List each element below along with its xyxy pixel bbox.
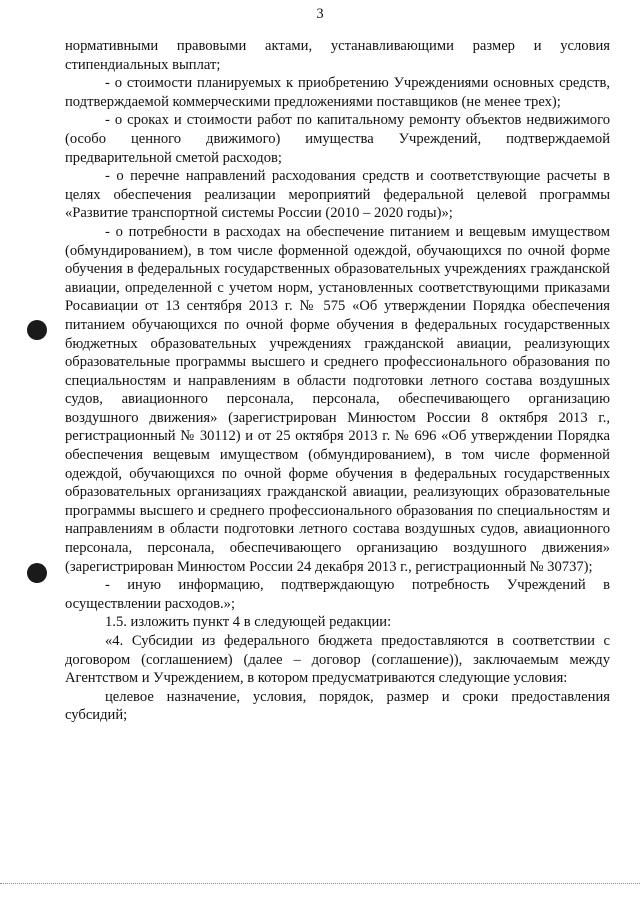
punch-hole-bottom: [27, 563, 47, 583]
paragraph-3: - о сроках и стоимости работ по капитальному ремонту объектов недвижимого (особо ценного движимого) имущества Учреждений, подтверждаемой предварительной сметой расходов;: [65, 112, 610, 166]
paragraph-7: 1.5. изложить пункт 4 в следующей редакции:: [105, 614, 392, 631]
paragraph-6: - иную информацию, подтверждающую потребность Учреждений в осуществлении расходов.»;: [65, 577, 610, 612]
paragraph-5: - о потребности в расходах на обеспечение питанием и вещевым имуществом (обмундированием), в том числе форменной одеждой, обучающихся по очной форме обучения в федеральных государственных образовательных учреждениях гражданской авиации, определенной с учетом норм, установленных соответствующими приказами Росавиации от 13 сентября 2013 г. № 575 «Об утверждении Порядка обеспечения питанием обучающихся по очной форме обучения в федеральных государственных бюджетных образовательных учреждениях гражданской авиации, реализующих образовательные программы высшего и среднего профессионального образования по специальностям и направлениям в области подготовки летного состава воздушных судов, авиационного персонала, персонала, обеспечивающего организацию воздушного движения» (зарегистрирован Минюстом России 8 октября 2013 г., регистрационный № 30112) и от 25 октября 2013 г. № 696 «Об утверждении Порядка обеспечения вещевым имуществом (обмундированием), в том числе форменной одеждой, обучающихся по очной форме обучения в федеральных государственных образовательных организациях гражданской авиации, реализующих образовательные программы высшего и среднего профессионального образования по специальностям и направлениям в области подготовки летного состава воздушных судов, авиационного персонала, персонала, обеспечивающего организацию воздушного движения» (зарегистрирован Минюстом России 24 декабря 2013 г., регистрационный № 30737);: [65, 223, 610, 575]
punch-hole-top: [27, 320, 47, 340]
paragraph-8: «4. Субсидии из федерального бюджета предоставляются в соответствии с договором (соглашением) (далее – договор (соглашение)), заключаемым между Агентством и Учреждением, в котором предусматриваются следующие условия:: [65, 633, 610, 687]
paragraph-2: - о стоимости планируемых к приобретению Учреждениями основных средств, подтверждаемой коммерческими предложениями поставщиков (не менее трех);: [65, 75, 610, 110]
paragraph-9: целевое назначение, условия, порядок, размер и сроки предоставления субсидий;: [65, 688, 610, 724]
paragraph-1: нормативными правовыми актами, устанавливающими размер и условия стипендиальных выплат;: [65, 38, 610, 73]
scan-edge-line: [0, 883, 640, 885]
paragraph-4: - о перечне направлений расходования средств и соответствующие расчеты в целях обеспечения реализации мероприятий федеральной целевой программы «Развитие транспортной системы России (2010 – 2020 годы)»;: [65, 168, 610, 222]
document-body: [65, 37, 610, 725]
page-number: 3: [316, 6, 324, 22]
